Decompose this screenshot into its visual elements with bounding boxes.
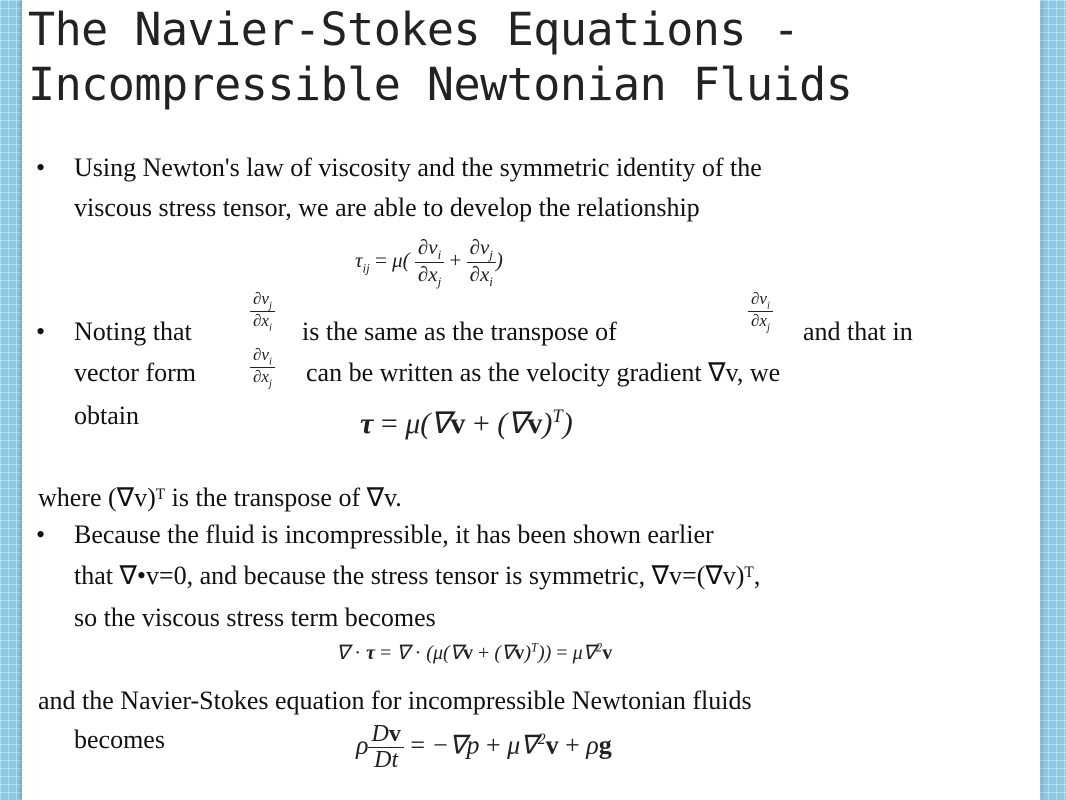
bullet-marker: • [36,520,46,549]
fraction-dvj-dxi: $\frac{\partial v_j}{\partial x_i}$ [250,290,275,334]
paragraph-noting-e: can be written as the velocity gradient ∇v, we [306,358,781,387]
bullet-marker: • [36,153,46,182]
paragraph-noting-c: and that in [803,317,913,346]
paragraph-noting-d: vector form [74,358,197,387]
paragraph-noting-f: obtain [74,401,139,430]
paragraph-incompressible-line3: so the viscous stress term becomes [74,603,436,632]
bullet-marker: • [36,317,46,346]
paragraph-incompressible-line2: that ∇•v=0, and because the stress tensor is symmetric, ∇v=(∇v)ᵀ, [74,561,761,590]
slide-title [28,2,852,112]
title-line-2: Incompressible Newtonian Fluids [28,58,853,111]
equation-tau-vector: $\tau = \mu(\nabla v + (\nabla v)^T)$ [360,406,573,440]
fraction-dvi-dxj-2: $\frac{\partial v_i}{\partial x_j}$ [250,346,275,390]
paragraph-noting-b: is the same as the transpose of [302,317,617,346]
equation-tau-ij: $\tau_{ij} = \mu$( $\frac{\partial v_i}{\partial x_j}$ + $\frac{\partial v_j}{\partial x_i}$ ) [355,235,503,290]
fraction-dvi-dxj: $\frac{\partial v_i}{\partial x_j}$ [748,290,773,334]
title-line-1: The Navier-Stokes Equations - [28,3,800,56]
paragraph-viscosity-line2: viscous stress tensor, we are able to develop the relationship [74,193,700,222]
slide-page [22,0,1040,800]
paragraph-navier-stokes-line2: becomes [74,725,165,754]
paragraph-noting-a: Noting that [74,317,192,346]
equation-viscous-term: ∇ · τ = ∇ · $(\mu(\nabla v + (\nabla v)^T)) = \mu\nabla^2v$ [336,640,613,664]
paragraph-viscosity-line1: Using Newton's law of viscosity and the symmetric identity of the [74,153,762,182]
equation-navier-stokes: ρ $\frac{Dv}{Dt}$ = −∇p + μ∇$^2$v + ρg [356,721,612,774]
paragraph-incompressible-line1: Because the fluid is incompressible, it has been shown earlier [74,520,714,549]
paragraph-navier-stokes-line1: and the Navier-Stokes equation for incompressible Newtonian fluids [38,686,752,715]
paragraph-where-transpose: where (∇v)ᵀ is the transpose of ∇v. [38,483,402,512]
